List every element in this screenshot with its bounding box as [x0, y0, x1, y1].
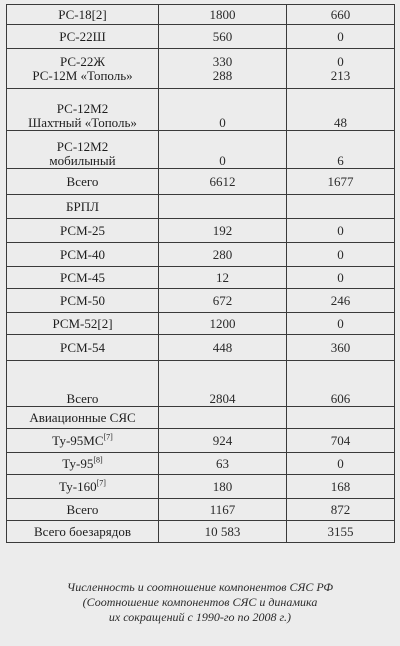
- value-2008: [287, 89, 395, 131]
- cell-text: 0 213: [330, 53, 351, 83]
- arms-table: [6, 4, 395, 543]
- cell-text: 924: [212, 432, 233, 448]
- value-1990: [159, 521, 287, 543]
- value-2008: [287, 313, 395, 335]
- row-label: [7, 499, 159, 521]
- cell-text: 360: [330, 339, 351, 355]
- cell-text: 0: [337, 315, 344, 331]
- cell-text: 330 288: [212, 53, 233, 83]
- cell-text: 192: [212, 222, 233, 238]
- table-row: [7, 475, 395, 499]
- footnote-ref: [7]: [103, 432, 113, 442]
- cell-text: РСМ-54: [60, 339, 105, 355]
- table-row: [7, 313, 395, 335]
- cell-text: 704: [330, 432, 351, 448]
- row-label: [7, 407, 159, 429]
- value-1990: [159, 89, 287, 131]
- value-1990: [159, 407, 287, 429]
- value-2008: [287, 289, 395, 313]
- row-label: [7, 49, 159, 89]
- table-row: [7, 169, 395, 195]
- row-label: [7, 429, 159, 453]
- cell-text: 660: [330, 6, 351, 22]
- cell-text: 560: [212, 28, 233, 44]
- cell-text: 63: [216, 455, 229, 471]
- value-2008: [287, 453, 395, 475]
- cell-text: 1200: [209, 315, 236, 331]
- cell-text: 6: [337, 153, 344, 168]
- cell-text: БРПЛ: [66, 198, 99, 214]
- value-2008: [287, 169, 395, 195]
- cell-text: РСМ-25: [60, 222, 105, 238]
- cell-text: Ту-95: [62, 455, 94, 471]
- cell-text: Авиационные СЯС: [29, 409, 136, 425]
- row-label: [7, 195, 159, 219]
- cell-text: 168: [330, 478, 351, 494]
- value-2008: [287, 361, 395, 407]
- table-row: [7, 89, 395, 131]
- table-row: [7, 289, 395, 313]
- value-1990: [159, 313, 287, 335]
- table-row: [7, 219, 395, 243]
- table-row: [7, 429, 395, 453]
- cell-text: Всего: [66, 173, 99, 189]
- value-1990: [159, 429, 287, 453]
- row-label: [7, 131, 159, 169]
- value-1990: [159, 195, 287, 219]
- table-row: [7, 499, 395, 521]
- value-1990: [159, 499, 287, 521]
- table-row: [7, 335, 395, 361]
- cell-text: 606: [330, 391, 351, 406]
- row-label: [7, 243, 159, 267]
- row-label: [7, 289, 159, 313]
- value-2008: [287, 429, 395, 453]
- table-row: [7, 5, 395, 25]
- arms-table-body: [7, 5, 395, 543]
- value-2008: [287, 499, 395, 521]
- value-1990: [159, 267, 287, 289]
- value-2008: [287, 195, 395, 219]
- value-2008: [287, 335, 395, 361]
- cell-text: 872: [330, 501, 351, 517]
- cell-text: РС-12М2 мобилыный: [49, 139, 116, 168]
- cell-text: Всего: [66, 391, 99, 406]
- cell-text: 3155: [327, 523, 354, 539]
- table-row: [7, 453, 395, 475]
- table-row: [7, 267, 395, 289]
- cell-text: 12: [216, 269, 229, 285]
- value-1990: [159, 361, 287, 407]
- value-2008: [287, 267, 395, 289]
- table-row: [7, 49, 395, 89]
- cell-text: 6612: [209, 173, 236, 189]
- cell-text: 1800: [209, 6, 236, 22]
- row-label: [7, 475, 159, 499]
- row-label: [7, 169, 159, 195]
- table-row: [7, 131, 395, 169]
- value-1990: [159, 5, 287, 25]
- value-2008: [287, 5, 395, 25]
- cell-text: 280: [212, 246, 233, 262]
- table-row: [7, 407, 395, 429]
- cell-text: РС-18[2]: [58, 6, 107, 22]
- value-1990: [159, 49, 287, 89]
- cell-text: 0: [219, 153, 226, 168]
- table-row: [7, 243, 395, 267]
- value-2008: [287, 131, 395, 169]
- cell-text: 10 583: [204, 523, 241, 539]
- value-1990: [159, 453, 287, 475]
- value-1990: [159, 243, 287, 267]
- caption-line-2: (Соотношение компонентов СЯС и динамика: [82, 595, 318, 609]
- cell-text: РС-22Ш: [59, 28, 106, 44]
- cell-text: 246: [330, 292, 351, 308]
- value-2008: [287, 219, 395, 243]
- cell-text: 0: [337, 269, 344, 285]
- row-label: [7, 267, 159, 289]
- row-label: [7, 335, 159, 361]
- cell-text: 1677: [327, 173, 354, 189]
- table-row: [7, 521, 395, 543]
- value-2008: [287, 243, 395, 267]
- value-2008: [287, 49, 395, 89]
- cell-text: 48: [334, 115, 347, 130]
- caption-line-3: их сокращений с 1990-го по 2008 г.): [108, 610, 292, 624]
- cell-text: 2804: [209, 391, 236, 406]
- row-label: [7, 219, 159, 243]
- value-1990: [159, 335, 287, 361]
- cell-text: РС-12М2 Шахтный «Тополь»: [28, 101, 137, 130]
- value-2008: [287, 25, 395, 49]
- row-label: [7, 453, 159, 475]
- row-label: [7, 89, 159, 131]
- footnote-ref: [8]: [93, 455, 103, 465]
- row-label: [7, 361, 159, 407]
- footnote-ref: [7]: [96, 478, 106, 488]
- cell-text: 672: [212, 292, 233, 308]
- cell-text: 1167: [209, 501, 236, 517]
- value-1990: [159, 131, 287, 169]
- cell-text: РСМ-52[2]: [52, 315, 113, 331]
- value-1990: [159, 25, 287, 49]
- cell-text: 448: [212, 339, 233, 355]
- cell-text: 0: [219, 115, 226, 130]
- cell-text: РСМ-50: [60, 292, 105, 308]
- value-1990: [159, 475, 287, 499]
- table-row: [7, 25, 395, 49]
- value-2008: [287, 521, 395, 543]
- row-label: [7, 521, 159, 543]
- value-1990: [159, 169, 287, 195]
- cell-text: 0: [337, 28, 344, 44]
- value-1990: [159, 289, 287, 313]
- value-2008: [287, 475, 395, 499]
- cell-text: Всего: [66, 501, 99, 517]
- cell-text: РСМ-45: [60, 269, 105, 285]
- row-label: [7, 313, 159, 335]
- cell-text: Всего боезарядов: [34, 523, 131, 539]
- caption-line-1: Численность и соотношение компонентов СЯС РФ: [66, 580, 334, 594]
- row-label: [7, 5, 159, 25]
- cell-text: 0: [337, 455, 344, 471]
- cell-text: РС-22Ж РС-12М «Тополь»: [32, 53, 133, 83]
- value-2008: [287, 407, 395, 429]
- cell-text: Ту-95МС: [52, 432, 104, 448]
- table-row: [7, 361, 395, 407]
- cell-text: РСМ-40: [60, 246, 105, 262]
- cell-text: 0: [337, 246, 344, 262]
- value-1990: [159, 219, 287, 243]
- table-caption: [0, 580, 400, 625]
- table-row: [7, 195, 395, 219]
- cell-text: 0: [337, 222, 344, 238]
- row-label: [7, 25, 159, 49]
- cell-text: Ту-160: [59, 478, 97, 494]
- cell-text: 180: [212, 478, 233, 494]
